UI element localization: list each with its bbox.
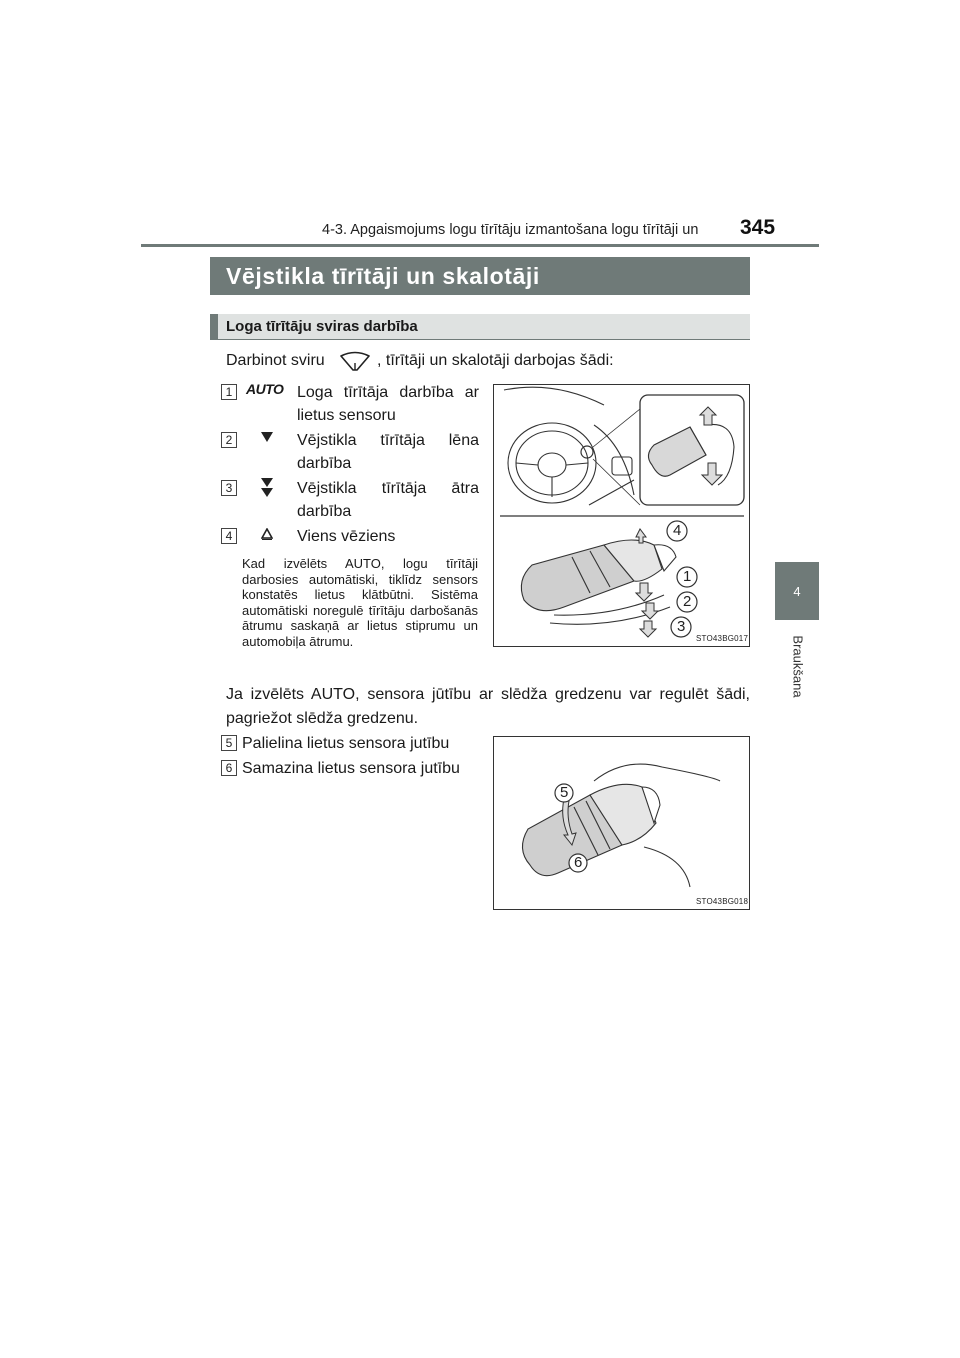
item-number: 3 [221,480,237,496]
sensor-ring-illustration [494,737,749,909]
sensitivity-text: Samazina lietus sensora jutību [242,760,460,777]
item-number: 4 [221,528,237,544]
wiper-lever-figure [493,384,750,647]
header-divider [141,244,819,247]
auto-note: Kad izvēlēts AUTO, logu tīrītāji darbosies automātiski, tiklīdz sensors konstatēs lietus klātbūtni. Sistēma automātiski noregulē tīrītāju darbošanās ātrumu saskaņā ar lietus stiprumu un automobiļa ātrumu. [242,556,478,649]
chapter-label [790,632,806,702]
intro-after: , tīrītāji un skalotāji darbojas šādi: [377,352,614,369]
chapter-number: 4 [793,583,801,599]
item-number: 6 [221,760,237,776]
figure-callout: 1 [683,568,692,585]
figure-callout: 5 [560,784,569,801]
sensor-ring-figure [493,736,750,910]
item-text: Loga tīrītāja darbība ar lietus sensoru [297,384,479,424]
page-number: 345 [740,216,776,239]
figure-callout: 6 [574,854,583,871]
wiper-lever-illustration [494,385,749,646]
intro-before: Darbinot sviru [226,352,325,369]
item-number: 5 [221,735,237,751]
item-number: 1 [221,384,237,400]
figure-callout: 2 [683,593,692,610]
section-title: Vējstikla tīrītāji un skalotāji [210,257,750,295]
auto-sensitivity-paragraph: Ja izvēlēts AUTO, sensora jūtību ar slēdža gredzenu var regulēt šādi, pagriežot slēdža gredzenu. [226,686,750,727]
running-header: 4-3. Apgaismojums logu tīrītāju izmantošana logu tīrītāji un [322,222,699,238]
figure-callout: 3 [677,618,686,635]
sensitivity-text: Palielina lietus sensora jutību [242,735,450,752]
subsection-title: Loga tīrītāju sviras darbība [210,314,750,340]
chapter-tab [775,562,819,620]
item-text: Vējstikla tīrītāja ātra darbība [297,480,479,520]
figure-id: STO43BG018 [696,897,749,906]
figure-callout: 4 [673,522,682,539]
slow-triangle-icon [261,432,273,443]
wiper-icon [338,350,372,372]
fast-double-triangle-icon [261,478,273,498]
chapter-title: Braukšana [790,635,806,698]
figure-id: STO43BG017 [696,634,749,643]
item-text: Vējstikla tīrītāja lēna darbība [297,432,479,472]
item-number: 2 [221,432,237,448]
item-text: Viens vēziens [297,528,396,545]
auto-symbol: AUTO [246,381,284,397]
single-wipe-icon [261,528,273,540]
